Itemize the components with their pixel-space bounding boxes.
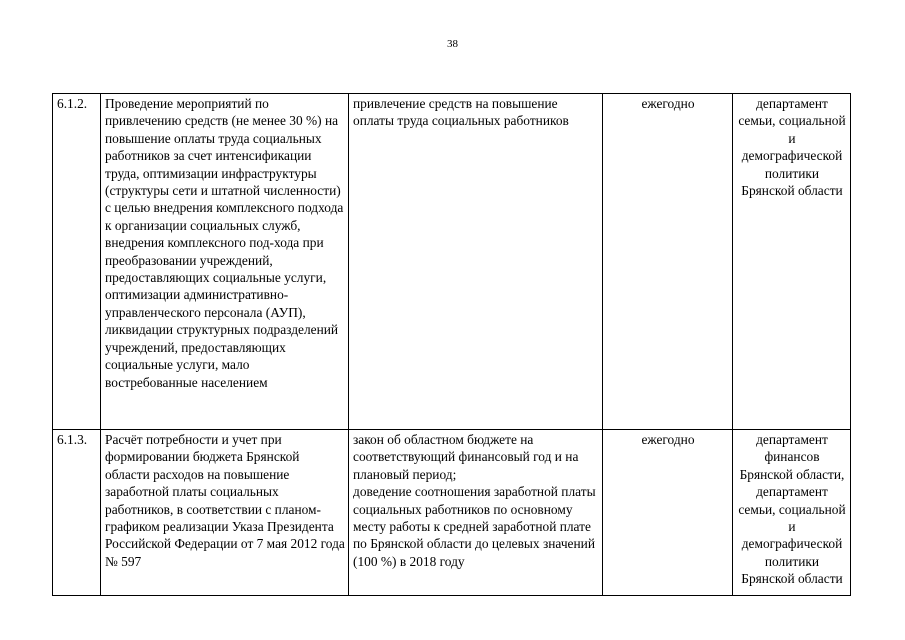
table-row bbox=[53, 430, 851, 596]
event-description: Проведение мероприятий по привлечению средств (не менее 30 %) на повышение оплаты труда социальных работников за счет интенсификации труда, оптимизации инфраструктуры (структуры сети и штатной численности) с целью внедрения комплексного подхода к организации социальных служб, внедрения комплексного под-хода при преобразовании учреждений, предоставляющих социальные услуги, оптимизации административно-управленческого персонала (АУП), ликвидации структурных подразделений учреждений, предоставляющих социальные услуги, мало востребованные населением bbox=[101, 94, 349, 430]
page-number: 38 bbox=[447, 38, 458, 50]
execution-term: ежегодно bbox=[603, 430, 733, 596]
item-number: 6.1.3. bbox=[53, 430, 101, 596]
action-plan-table bbox=[52, 93, 851, 596]
event-description: Расчёт потребности и учет при формировании бюджета Брянской области расходов на повышение заработной платы социальных работников, в соответствии с планом-графиком реализации Указа Президента Российской Федерации от 7 мая 2012 года № 597 bbox=[101, 430, 349, 596]
indicator-description: привлечение средств на повышение оплаты труда социальных работников bbox=[349, 94, 603, 430]
indicator-description: закон об областном бюджете на соответствующий финансовый год и на плановый период; доведение соотношения заработной платы социальных работников по основному месту работы к средней заработной плате по Брянской области до целевых значений (100 %) в 2018 году bbox=[349, 430, 603, 596]
item-number: 6.1.2. bbox=[53, 94, 101, 430]
responsible-executor: департамент семьи, социальной и демографической политики Брянской области bbox=[733, 94, 851, 430]
execution-term: ежегодно bbox=[603, 94, 733, 430]
table-row bbox=[53, 94, 851, 430]
responsible-executor: департамент финансов Брянской области, департамент семьи, социальной и демографической политики Брянской области bbox=[733, 430, 851, 596]
